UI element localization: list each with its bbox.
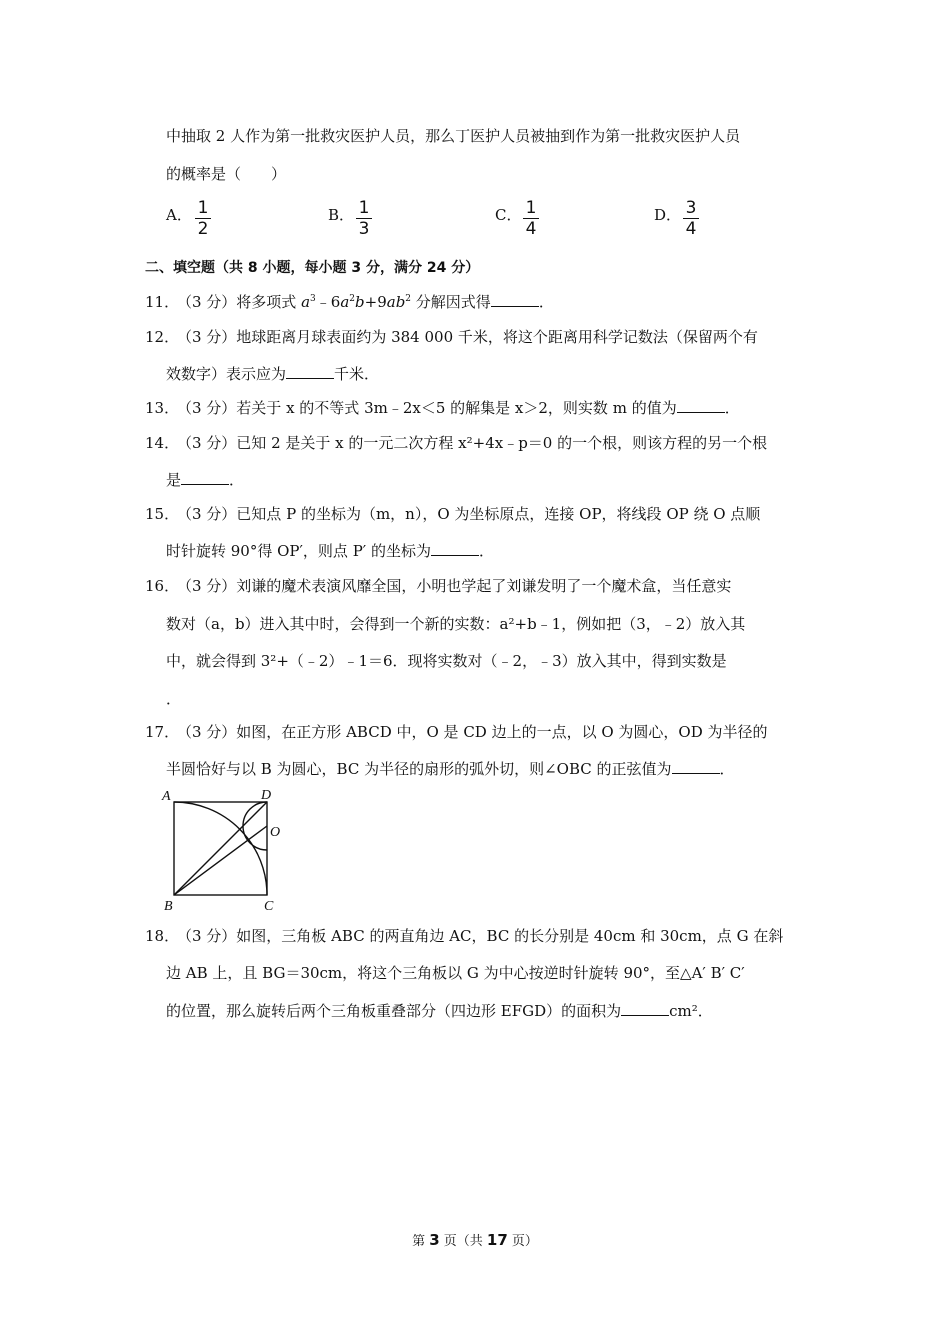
q18-line3a: 的位置，那么旋转后两个三角板重叠部分（四边形 EFGD）的面积为	[166, 1002, 622, 1020]
option-d-denominator: 4	[685, 219, 697, 239]
q11-end: ．	[538, 293, 554, 311]
q16-line2: 数对（a，b）进入其中时，会得到一个新的实数：a²+b﹣1，例如把（3，﹣2）放入其	[166, 615, 746, 633]
q12-answer-blank[interactable]	[286, 364, 334, 379]
question-12-line2	[166, 364, 379, 384]
q11-pre: （3 分）将多项式	[177, 293, 302, 311]
q15-number: 15．	[145, 505, 180, 523]
q14-number: 14．	[145, 434, 180, 452]
option-b-denominator: 3	[358, 219, 370, 239]
question-18-line1	[145, 926, 783, 946]
question-15-line1	[145, 504, 760, 524]
q13-text: （3 分）若关于 x 的不等式 3m﹣2x＜5 的解集是 x＞2，则实数 m 的值为	[177, 399, 677, 417]
q10-text-line2: 的概率是（ ）	[166, 165, 287, 183]
q14-line1: （3 分）已知 2 是关于 x 的一元二次方程 x²+4x﹣p＝0 的一个根，则该方程的另一个根	[177, 434, 768, 452]
q15-line2a: 时针旋转 90°得 OP′，则点 P′ 的坐标为	[166, 542, 431, 560]
footer-pre: 第	[412, 1234, 430, 1249]
question-12-line1	[145, 327, 758, 347]
q13-number: 13．	[145, 399, 180, 417]
q16-line1: （3 分）刘谦的魔术表演风靡全国，小明也学起了刘谦发明了一个魔术盒，当任意实	[177, 577, 732, 595]
q14-end: ．	[229, 471, 245, 489]
question-13	[145, 398, 740, 418]
option-c-numerator: 1	[525, 198, 537, 218]
q12-line1: （3 分）地球距离月球表面约为 384 000 千米，将这个距离用科学记数法（保留两个有	[177, 328, 758, 346]
option-b-numerator: 1	[358, 198, 370, 218]
option-b-label: B．	[328, 206, 355, 224]
q17-number: 17．	[145, 723, 180, 741]
option-a-numerator: 1	[197, 198, 209, 218]
label-o: O	[270, 825, 281, 840]
q12-number: 12．	[145, 328, 180, 346]
q17-line2a: 半圆恰好与以 B 为圆心，BC 为半径的扇形的弧外切，则∠OBC 的正弦值为	[166, 760, 672, 778]
q17-answer-blank[interactable]	[672, 759, 720, 774]
q15-end: ．	[478, 542, 494, 560]
q15-line1: （3 分）已知点 P 的坐标为（m，n），O 为坐标原点，连接 OP，将线段 OP 绕 O 点顺	[177, 505, 761, 523]
q13-end: ．	[724, 399, 740, 417]
q16-line4: ．	[166, 690, 182, 708]
q16-number: 16．	[145, 577, 180, 595]
q18-line2: 边 AB 上，且 BG＝30cm，将这个三角板以 G 为中心按逆时针旋转 90°，至△A′ B′ C′	[166, 964, 745, 982]
q18-line3b: cm²．	[669, 1002, 713, 1020]
option-b-fraction	[354, 199, 374, 238]
q10-text-line1: 中抽取 2 人作为第一批救灾医护人员，那么丁医护人员被抽到作为第一批救灾医护人员	[166, 127, 741, 145]
footer-mid: 页（共	[439, 1234, 487, 1249]
option-c-label: C．	[495, 206, 522, 224]
q11-polynomial: $a^3﹣6a^2b+9ab^2$	[301, 293, 412, 311]
q14-line2a: 是	[166, 471, 182, 489]
q17-end: ．	[719, 760, 735, 778]
q16-line3: 中，就会得到 3²+（﹣2）﹣1＝6．现将实数对（﹣2，﹣3）放入其中，得到实数是	[166, 652, 727, 670]
q12-line2b: 千米．	[334, 365, 380, 383]
q11-post: 分解因式得	[411, 293, 491, 311]
semicircle-o	[243, 802, 267, 850]
question-15-line2	[166, 541, 494, 561]
footer-total-pages: 17	[486, 1231, 508, 1249]
option-c-denominator: 4	[525, 219, 537, 239]
label-c: C	[264, 899, 274, 914]
option-d-fraction	[681, 199, 701, 238]
option-c-fraction	[521, 199, 541, 238]
q11-answer-blank[interactable]	[491, 292, 539, 307]
question-17-line1	[145, 722, 768, 742]
option-a-fraction	[193, 199, 213, 238]
q15-answer-blank[interactable]	[431, 541, 479, 556]
label-a: A	[162, 789, 171, 804]
q11-number: 11．	[145, 293, 180, 311]
segment-bo	[174, 826, 267, 895]
q18-answer-blank[interactable]	[621, 1001, 669, 1016]
question-17-line2	[166, 759, 735, 779]
question-18-line3	[166, 1001, 713, 1021]
question-14-line1	[145, 433, 767, 453]
q12-line2a: 效数字）表示应为	[166, 365, 287, 383]
q17-figure	[160, 786, 290, 914]
q17-line1: （3 分）如图，在正方形 ABCD 中，O 是 CD 边上的一点，以 O 为圆心，OD 为半径的	[177, 723, 768, 741]
label-d: D	[261, 788, 272, 803]
option-a-label: A．	[166, 206, 192, 224]
option-d-numerator: 3	[685, 198, 697, 218]
q13-answer-blank[interactable]	[677, 398, 725, 413]
q14-answer-blank[interactable]	[181, 470, 229, 485]
question-14-line2	[166, 470, 244, 490]
question-11	[145, 292, 554, 312]
label-b: B	[164, 899, 173, 914]
question-16-line1	[145, 576, 731, 596]
footer-page-number: 3	[429, 1231, 440, 1249]
q18-line1: （3 分）如图，三角板 ABC 的两直角边 AC，BC 的长分别是 40cm 和 30cm，点 G 在斜	[177, 927, 784, 945]
footer-post: 页）	[507, 1234, 538, 1249]
option-d-label: D．	[654, 206, 682, 224]
segment-bd	[174, 802, 267, 895]
q18-number: 18．	[145, 927, 180, 945]
page-footer	[0, 1230, 950, 1249]
section-title: 二、填空题（共 8 小题，每小题 3 分，满分 24 分）	[145, 260, 480, 276]
option-a-denominator: 2	[197, 219, 209, 239]
